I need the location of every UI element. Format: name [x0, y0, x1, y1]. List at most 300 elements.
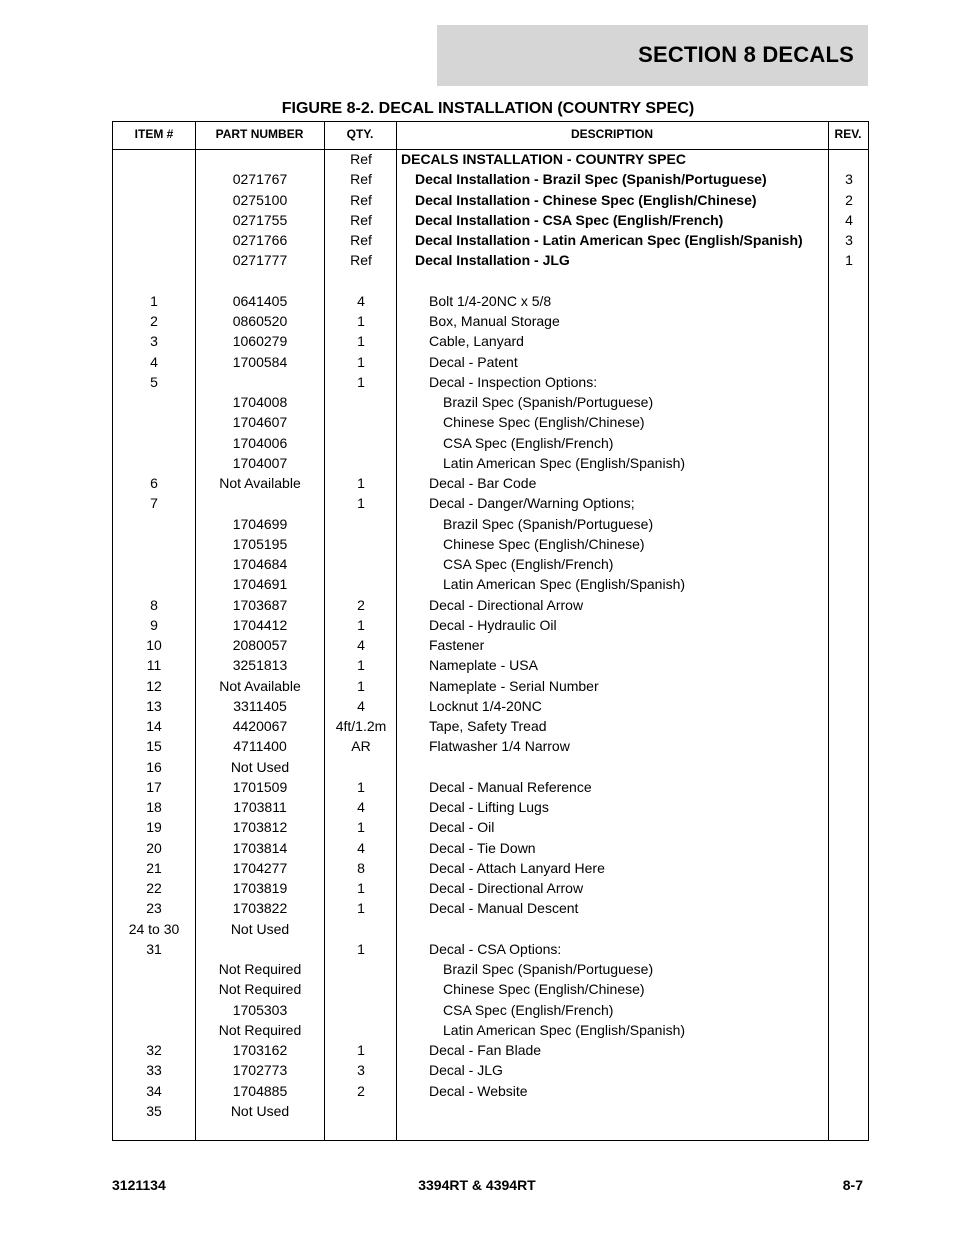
table-row [113, 615, 868, 635]
revision [829, 959, 869, 979]
revision [829, 1000, 869, 1020]
item-number: 33 [146, 1062, 162, 1079]
description: Decal Installation - Brazil Spec (Spanish/Portuguese) [415, 171, 767, 188]
table-row [113, 493, 868, 513]
table-row [113, 1000, 868, 1020]
part-number: 1705195 [232, 535, 288, 552]
item-number: 7 [150, 495, 158, 512]
part-number: 1703812 [232, 819, 288, 836]
item-number: 20 [146, 839, 162, 856]
quantity: 1 [357, 940, 365, 957]
part-number: 1703814 [232, 839, 288, 856]
part-number: 1703819 [232, 880, 288, 896]
part-number [195, 271, 325, 291]
item-number [113, 433, 195, 453]
table-row [113, 696, 868, 716]
item-number: 22 [146, 880, 162, 896]
revision [829, 1101, 869, 1121]
quantity: 1 [357, 616, 365, 633]
description: Decal - Patent [429, 353, 518, 370]
table-row [113, 878, 868, 898]
description: Brazil Spec (Spanish/Portuguese) [443, 394, 654, 410]
revision [829, 939, 869, 959]
revision [829, 1040, 869, 1060]
item-number: 16 [146, 758, 162, 775]
description: Decal - Bar Code [429, 475, 537, 491]
part-number: Not Used [230, 758, 290, 775]
revision [829, 331, 869, 351]
quantity: 1 [357, 353, 365, 370]
revision [829, 655, 869, 675]
table-row [113, 655, 868, 675]
item-number: 1 [150, 292, 158, 309]
table-row [113, 169, 868, 189]
revision [829, 392, 869, 412]
description [401, 271, 821, 291]
revision [829, 878, 869, 898]
quantity: 1 [357, 819, 365, 836]
table-row [113, 534, 868, 554]
part-number: 1704007 [232, 454, 288, 471]
parts-table [112, 121, 869, 1141]
table-row [113, 777, 868, 797]
item-number: 34 [146, 1082, 162, 1099]
table-row [113, 919, 868, 939]
revision [829, 979, 869, 999]
part-number: 1060279 [232, 333, 288, 350]
table-row [113, 574, 868, 594]
part-number: 4420067 [232, 718, 288, 734]
revision [829, 554, 869, 574]
revision [829, 291, 869, 311]
part-number: 0271755 [232, 211, 288, 228]
description: Decal - Manual Reference [429, 778, 592, 795]
item-number: 23 [146, 900, 162, 917]
description: Latin American Spec (English/Spanish) [443, 454, 686, 471]
description: Decal - Oil [429, 819, 495, 836]
part-number: 0271767 [232, 171, 288, 188]
revision [829, 271, 869, 291]
revision [829, 615, 869, 635]
revision [829, 716, 869, 736]
description: Nameplate - USA [429, 657, 538, 674]
table-row [113, 838, 868, 858]
part-number: 1704008 [232, 394, 288, 410]
quantity: 1 [357, 677, 365, 694]
table-row [113, 959, 868, 979]
part-number: 4711400 [233, 738, 287, 755]
table-row [113, 757, 868, 777]
part-number: Not Available [219, 475, 301, 491]
part-number: 1703811 [233, 799, 287, 815]
quantity: 1 [357, 900, 365, 917]
item-number: 32 [146, 1042, 162, 1058]
column-header-qty: QTY. [346, 127, 374, 141]
part-number: 1704691 [232, 576, 288, 593]
item-number [113, 1020, 195, 1040]
quantity: 4 [357, 697, 365, 714]
table-row [113, 635, 868, 655]
item-number: 19 [146, 819, 162, 836]
column-header-part-number: PART NUMBER [215, 127, 304, 141]
table-row [113, 979, 868, 999]
table-row [113, 595, 868, 615]
item-number: 14 [146, 718, 162, 734]
quantity [325, 554, 397, 574]
quantity: 3 [357, 1062, 365, 1079]
revision: 2 [845, 191, 853, 208]
item-number: 18 [146, 799, 162, 815]
description: Chinese Spec (English/Chinese) [443, 981, 645, 998]
part-number: 0275100 [232, 191, 288, 208]
description: DECALS INSTALLATION - COUNTRY SPEC [401, 151, 686, 167]
item-number [113, 412, 195, 432]
part-number: 0271766 [232, 232, 288, 248]
item-number [113, 959, 195, 979]
item-number: 6 [150, 475, 158, 491]
quantity [325, 392, 397, 412]
quantity: Ref [350, 151, 372, 167]
item-number [113, 271, 195, 291]
description: Box, Manual Storage [429, 313, 560, 329]
section-header-band [437, 25, 868, 86]
description: Nameplate - Serial Number [429, 677, 599, 694]
description: Chinese Spec (English/Chinese) [443, 535, 645, 552]
footer-page-number: 8-7 [842, 1177, 863, 1193]
revision [829, 777, 869, 797]
quantity [325, 979, 397, 999]
revision [829, 736, 869, 756]
item-number [113, 392, 195, 412]
table-row [113, 190, 868, 210]
description: CSA Spec (English/French) [443, 434, 614, 451]
quantity [325, 514, 397, 534]
item-number [113, 230, 195, 250]
revision [829, 534, 869, 554]
description: Locknut 1/4-20NC [429, 697, 542, 714]
part-number: 1703162 [232, 1042, 288, 1058]
revision [829, 635, 869, 655]
table-row [113, 554, 868, 574]
part-number [195, 939, 325, 959]
description: Tape, Safety Tread [429, 718, 547, 734]
description: Decal - Attach Lanyard Here [429, 859, 605, 876]
quantity [325, 574, 397, 594]
part-number: 1703687 [232, 596, 288, 613]
quantity [325, 1020, 397, 1040]
part-number: Not Required [218, 961, 302, 977]
revision [829, 898, 869, 918]
part-number: Not Required [218, 981, 302, 998]
description: Decal - Lifting Lugs [429, 799, 549, 815]
revision [829, 817, 869, 837]
quantity: Ref [350, 232, 372, 248]
description: Brazil Spec (Spanish/Portuguese) [443, 961, 654, 977]
description: Decal Installation - JLG [415, 252, 570, 269]
table-row [113, 352, 868, 372]
part-number: 1705303 [232, 1001, 288, 1018]
revision [829, 473, 869, 493]
item-number [113, 149, 195, 169]
part-number: 1704607 [232, 414, 288, 431]
revision: 4 [845, 211, 853, 228]
quantity: 1 [357, 313, 365, 329]
description: Decal - Directional Arrow [429, 596, 584, 613]
part-number: 1702773 [232, 1062, 288, 1079]
revision [829, 1081, 869, 1101]
part-number: Not Used [230, 1102, 290, 1119]
table-row [113, 149, 868, 169]
table-row [113, 453, 868, 473]
table-row [113, 817, 868, 837]
table-row [113, 392, 868, 412]
table-row [113, 716, 868, 736]
table-row [113, 372, 868, 392]
table-row [113, 331, 868, 351]
quantity: 4ft/1.2m [335, 718, 387, 734]
revision [829, 1060, 869, 1080]
table-row [113, 210, 868, 230]
item-number [113, 453, 195, 473]
quantity: 4 [357, 839, 365, 856]
item-number: 21 [146, 859, 162, 876]
revision: 1 [845, 252, 853, 269]
table-row [113, 250, 868, 270]
table-row [113, 514, 868, 534]
revision [829, 919, 869, 939]
description [401, 757, 849, 777]
description: Decal - Directional Arrow [429, 880, 584, 896]
description: Bolt 1/4-20NC x 5/8 [429, 292, 552, 309]
description: CSA Spec (English/French) [443, 1001, 614, 1018]
item-number [113, 210, 195, 230]
table-row [113, 433, 868, 453]
item-number: 35 [146, 1102, 162, 1119]
revision [829, 453, 869, 473]
part-number: 1704885 [232, 1082, 288, 1099]
table-body [113, 149, 868, 1121]
description: Flatwasher 1/4 Narrow [429, 738, 570, 755]
quantity: 4 [357, 292, 365, 309]
quantity [325, 453, 397, 473]
item-number: 4 [150, 353, 158, 370]
table-row [113, 1020, 868, 1040]
table-row [113, 736, 868, 756]
quantity: Ref [350, 191, 372, 208]
quantity [325, 919, 397, 939]
footer-doc-number: 3121134 [112, 1177, 166, 1193]
revision [829, 514, 869, 534]
quantity: 4 [357, 637, 365, 653]
part-number: 2080057 [232, 637, 288, 653]
part-number: Not Used [230, 920, 290, 937]
column-header-item: ITEM # [134, 127, 174, 141]
quantity: 2 [357, 596, 365, 613]
quantity: 2 [357, 1082, 365, 1099]
part-number [195, 149, 325, 169]
revision [829, 372, 869, 392]
description: Brazil Spec (Spanish/Portuguese) [443, 515, 654, 532]
quantity [325, 959, 397, 979]
item-number [113, 534, 195, 554]
figure-title: FIGURE 8-2. DECAL INSTALLATION (COUNTRY SPEC) [281, 100, 695, 117]
table-row [113, 898, 868, 918]
quantity: 8 [357, 859, 365, 876]
description: Latin American Spec (English/Spanish) [443, 576, 686, 593]
table-row [113, 676, 868, 696]
revision [829, 352, 869, 372]
description: Fastener [429, 637, 485, 653]
item-number: 8 [150, 596, 158, 613]
quantity: 1 [357, 778, 365, 795]
description [401, 1101, 849, 1121]
quantity [325, 534, 397, 554]
quantity: 1 [357, 475, 365, 491]
item-number [113, 514, 195, 534]
item-number: 10 [146, 637, 162, 653]
item-number: 24 to 30 [128, 920, 180, 937]
revision [829, 311, 869, 331]
quantity: 1 [357, 373, 365, 390]
item-number: 11 [146, 657, 162, 674]
quantity: Ref [350, 171, 372, 188]
part-number: Not Available [219, 677, 301, 694]
table-row [113, 1081, 868, 1101]
quantity [325, 1101, 397, 1121]
part-number: 1704699 [232, 515, 288, 532]
item-number [113, 574, 195, 594]
item-number [113, 554, 195, 574]
quantity: Ref [350, 252, 372, 269]
column-header-description: DESCRIPTION [570, 127, 653, 141]
description: Decal - Tie Down [429, 839, 536, 856]
description: Decal - JLG [429, 1062, 503, 1079]
description: Chinese Spec (English/Chinese) [443, 414, 645, 431]
table-row [113, 271, 868, 291]
quantity [325, 412, 397, 432]
item-number: 17 [146, 778, 162, 795]
item-number: 13 [146, 697, 162, 714]
revision [829, 797, 869, 817]
revision [829, 676, 869, 696]
revision [829, 595, 869, 615]
table-row [113, 230, 868, 250]
description: Decal - Inspection Options: [429, 373, 598, 390]
part-number [195, 493, 325, 513]
quantity: 4 [357, 799, 365, 815]
description: Decal - Website [429, 1082, 528, 1099]
description: Cable, Lanyard [429, 333, 524, 350]
item-number [113, 1000, 195, 1020]
revision [829, 412, 869, 432]
table-row [113, 412, 868, 432]
part-number: 1701509 [232, 778, 288, 795]
description: Decal - Manual Descent [429, 900, 579, 917]
description: Latin American Spec (English/Spanish) [443, 1021, 686, 1038]
part-number: 1704277 [232, 859, 288, 876]
revision [829, 433, 869, 453]
revision [829, 838, 869, 858]
item-number: 2 [150, 313, 158, 329]
table-row [113, 1101, 868, 1121]
quantity [325, 757, 397, 777]
description: Decal - Hydraulic Oil [429, 616, 557, 633]
part-number: 1704684 [232, 556, 288, 572]
table-row [113, 473, 868, 493]
item-number: 15 [146, 738, 162, 755]
item-number: 12 [146, 677, 162, 694]
quantity [325, 433, 397, 453]
revision [829, 493, 869, 513]
quantity [325, 1000, 397, 1020]
table-row [113, 291, 868, 311]
quantity: 1 [357, 880, 365, 896]
description: Decal - CSA Options: [429, 940, 562, 957]
part-number: 0641405 [232, 292, 288, 309]
quantity: 1 [357, 657, 365, 674]
quantity: Ref [350, 211, 372, 228]
item-number: 9 [150, 616, 158, 633]
part-number: 3311405 [233, 697, 287, 714]
footer-model: 3394RT & 4394RT [418, 1177, 536, 1193]
part-number: 1704006 [232, 434, 288, 451]
revision: 3 [845, 232, 853, 248]
revision [829, 696, 869, 716]
item-number [113, 169, 195, 189]
table-row [113, 311, 868, 331]
description: Decal Installation - Latin American Spec (English/Spanish) [415, 232, 803, 248]
part-number: 1704412 [232, 616, 288, 633]
column-header-rev: REV. [834, 127, 862, 141]
revision: 3 [845, 171, 853, 188]
revision [829, 574, 869, 594]
table-row [113, 1040, 868, 1060]
quantity [325, 271, 397, 291]
table-row [113, 939, 868, 959]
revision [829, 757, 869, 777]
description: Decal - Danger/Warning Options; [429, 495, 635, 512]
description: CSA Spec (English/French) [443, 556, 614, 572]
revision [829, 1020, 869, 1040]
section-title: SECTION 8 DECALS [638, 42, 854, 67]
part-number: 0860520 [232, 313, 288, 329]
item-number: 5 [150, 373, 158, 390]
part-number: 1700584 [232, 353, 288, 370]
part-number [195, 372, 325, 392]
quantity: 1 [357, 1042, 365, 1058]
description: Decal - Fan Blade [429, 1042, 542, 1058]
part-number: Not Required [218, 1021, 302, 1038]
part-number: 3251813 [232, 657, 288, 674]
item-number [113, 250, 195, 270]
quantity: 1 [357, 333, 365, 350]
part-number: 0271777 [232, 252, 288, 269]
item-number: 3 [150, 333, 158, 350]
quantity: 1 [357, 495, 365, 512]
item-number [113, 190, 195, 210]
description: Decal Installation - Chinese Spec (English/Chinese) [415, 191, 757, 208]
revision [829, 149, 869, 169]
description [401, 919, 849, 939]
part-number: 1703822 [232, 900, 288, 917]
table-row [113, 797, 868, 817]
quantity: AR [351, 738, 371, 755]
description: Decal Installation - CSA Spec (English/French) [415, 211, 724, 228]
revision [829, 858, 869, 878]
table-row [113, 858, 868, 878]
table-row [113, 1060, 868, 1080]
item-number: 31 [146, 940, 162, 957]
